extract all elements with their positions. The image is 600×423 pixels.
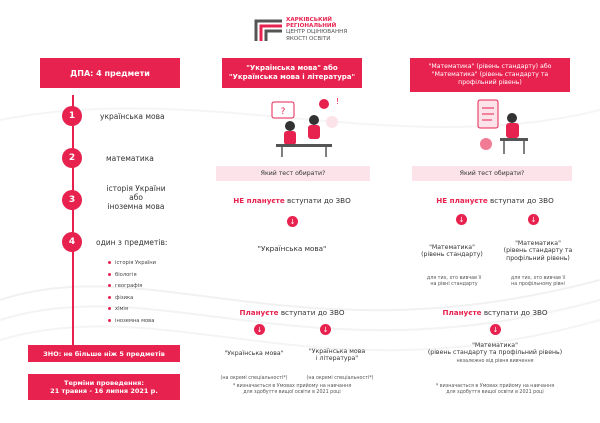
subject-math: математика [106,154,154,163]
math-result: "Математика" (рівень стандарту та профільний рівень) [427,342,563,357]
ukrainian-footnote: * визначається в Умовах прийому на навчання для здобуття вищої освіти в 2021 році [232,384,352,395]
ukrainian-option-b-note: (на окремі спеціальності*) [306,376,374,381]
dpa-header: ДПА: 4 предмети [40,58,180,88]
list-item: іноземна мова [108,316,156,328]
subject-one-of: один з предметів: [96,238,168,247]
item-number-4: 4 [62,232,82,252]
subject-ukrainian: українська мова [100,112,165,121]
svg-text:!: ! [336,97,340,106]
math-student-illustration [474,96,530,156]
arrow-down-icon: ↓ [254,324,265,335]
ukrainian-option-a: "Українська мова" [224,350,284,357]
subject-history-or-language: історія України або іноземна мова [106,184,166,211]
logo-mark-icon [254,17,284,43]
list-item: історія України [108,258,156,270]
item-number-1: 1 [62,106,82,126]
math-option-b-note: для тих, хто вивчав її на профільному рівні [510,276,566,287]
math-question: Який тест обирати? [412,166,572,181]
svg-text:?: ? [280,107,286,117]
arrow-down-icon: ↓ [456,214,467,225]
list-item: фізика [108,293,156,305]
ukrainian-option-a-note: (на окремі спеціальності*) [220,376,288,381]
math-option-b: "Математика" (рівень стандарту та профільний рівень) [503,240,573,262]
ukrainian-plan: Плануєте вступати до ЗВО [239,308,345,317]
ukrainian-not-plan: НЕ плануєте вступати до ЗВО [233,196,351,205]
item-number-3: 3 [62,190,82,210]
math-option-a-note: для тих, хто вивчав її на рівні стандарту [426,276,482,287]
logo-text: ХАРКІВСЬКИЙ РЕГІОНАЛЬНИЙ ЦЕНТР ОЦІНЮВАННЯ ЯКОСТІ ОСВІТИ [286,17,348,42]
list-item: географія [108,281,156,293]
math-result-note: незалежно від рівня вивчення [456,359,534,364]
arrow-down-icon: ↓ [320,324,331,335]
math-not-plan: НЕ плануєте вступати до ЗВО [436,196,554,205]
list-item: біологія [108,270,156,282]
math-footnote: * визначається в Умовах прийому на навчання для здобуття вищої освіти в 2021 році [435,384,555,395]
arrow-down-icon: ↓ [490,324,501,335]
timeline-line [72,95,74,350]
ukrainian-header: "Українська мова" або "Українська мова і література" [222,58,362,88]
math-header: "Математика" (рівень стандарту) або "Математика" (рівень стандарту та профільний рівень) [410,58,570,92]
zno-limit-banner: ЗНО: не більше ніж 5 предметів [28,345,180,362]
dates-banner: Терміни проведення: 21 травня - 16 липня 2021 р. [28,374,180,400]
ukrainian-option-b: "Українська мова і література" [308,348,366,363]
elective-list [108,258,156,327]
arrow-down-icon: ↓ [287,216,298,227]
ukrainian-result-basic: "Українська мова" [257,244,327,253]
math-plan: Плануєте вступати до ЗВО [442,308,548,317]
students-illustration [262,90,348,158]
arrow-down-icon: ↓ [528,214,539,225]
list-item: хімія [108,304,156,316]
ukrainian-question: Який тест обирати? [216,166,370,181]
item-number-2: 2 [62,148,82,168]
math-option-a: "Математика" (рівень стандарту) [421,244,483,259]
